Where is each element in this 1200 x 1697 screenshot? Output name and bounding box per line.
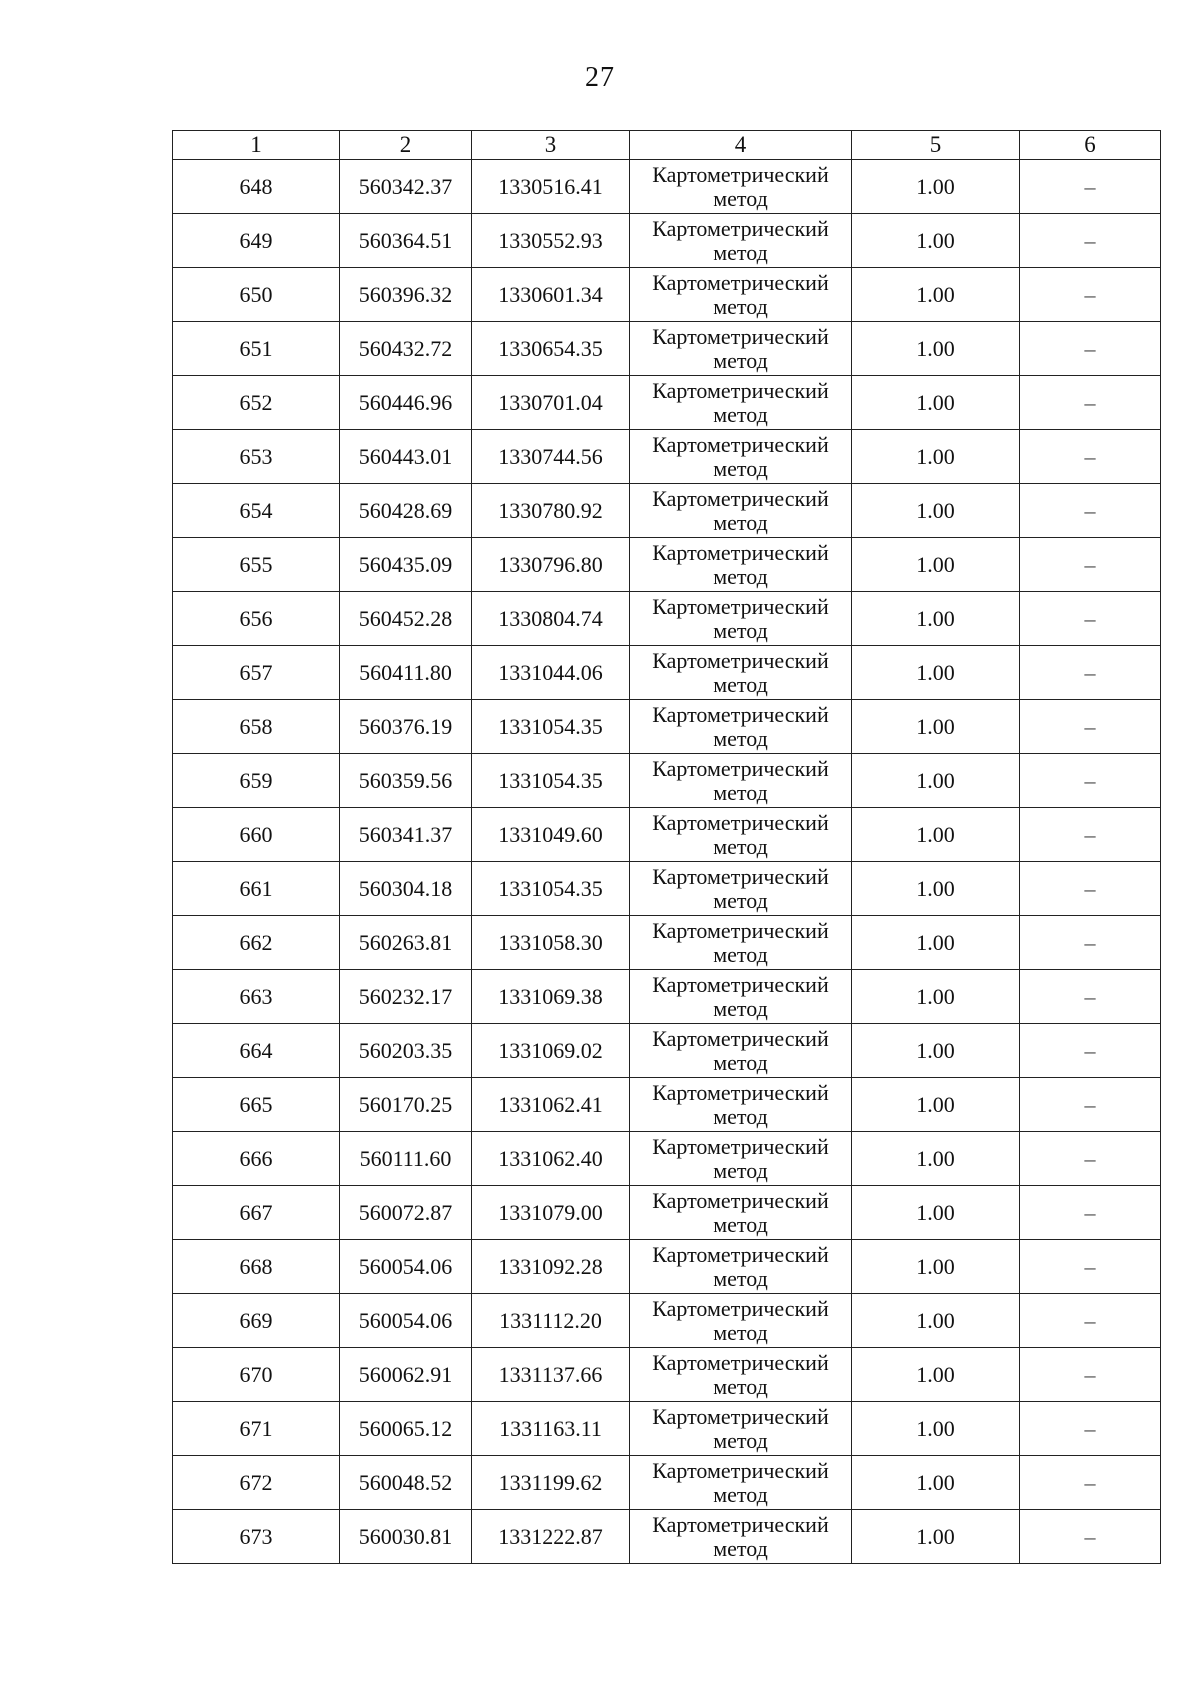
- table-row: [173, 1510, 1161, 1564]
- note-cell: –: [1020, 1024, 1161, 1078]
- table-row: [173, 1294, 1161, 1348]
- accuracy-cell: 1.00: [852, 1402, 1020, 1456]
- method-line-1: Картометрический: [652, 647, 829, 673]
- method-line-1: Картометрический: [652, 1457, 829, 1483]
- note-cell: –: [1020, 160, 1161, 214]
- table-row: [173, 862, 1161, 916]
- table-row: [173, 592, 1161, 646]
- y-coordinate-cell: 1330516.41: [472, 160, 630, 214]
- x-coordinate-cell: 560030.81: [340, 1510, 472, 1564]
- table-body: [173, 160, 1161, 1564]
- method-line-2: метод: [713, 239, 768, 265]
- point-number-cell: 662: [173, 916, 340, 970]
- method-line-2: метод: [713, 941, 768, 967]
- method-cell: [630, 1348, 852, 1402]
- x-coordinate-cell: 560435.09: [340, 538, 472, 592]
- accuracy-cell: 1.00: [852, 376, 1020, 430]
- y-coordinate-cell: 1330744.56: [472, 430, 630, 484]
- y-coordinate-cell: 1331054.35: [472, 862, 630, 916]
- method-cell: [630, 1186, 852, 1240]
- note-cell: –: [1020, 862, 1161, 916]
- method-line-2: метод: [713, 1373, 768, 1399]
- method-line-1: Картометрический: [652, 1079, 829, 1105]
- table-row: [173, 214, 1161, 268]
- table-row: [173, 160, 1161, 214]
- method-cell: [630, 970, 852, 1024]
- column-header-1: 1: [173, 131, 340, 160]
- method-line-2: метод: [713, 1319, 768, 1345]
- point-number-cell: 671: [173, 1402, 340, 1456]
- accuracy-cell: 1.00: [852, 1024, 1020, 1078]
- point-number-cell: 660: [173, 808, 340, 862]
- point-number-cell: 666: [173, 1132, 340, 1186]
- method-cell: [630, 430, 852, 484]
- method-cell: [630, 916, 852, 970]
- method-line-2: метод: [713, 563, 768, 589]
- x-coordinate-cell: 560203.35: [340, 1024, 472, 1078]
- x-coordinate-cell: 560396.32: [340, 268, 472, 322]
- point-number-cell: 655: [173, 538, 340, 592]
- method-line-1: Картометрический: [652, 1403, 829, 1429]
- table-row: [173, 1456, 1161, 1510]
- accuracy-cell: 1.00: [852, 538, 1020, 592]
- point-number-cell: 673: [173, 1510, 340, 1564]
- y-coordinate-cell: 1331069.02: [472, 1024, 630, 1078]
- method-line-1: Картометрический: [652, 485, 829, 511]
- method-cell: [630, 1240, 852, 1294]
- method-line-1: Картометрический: [652, 215, 829, 241]
- note-cell: –: [1020, 1402, 1161, 1456]
- accuracy-cell: 1.00: [852, 322, 1020, 376]
- x-coordinate-cell: 560111.60: [340, 1132, 472, 1186]
- note-cell: –: [1020, 808, 1161, 862]
- table-row: [173, 268, 1161, 322]
- method-line-2: метод: [713, 1427, 768, 1453]
- point-number-cell: 652: [173, 376, 340, 430]
- method-line-2: метод: [713, 455, 768, 481]
- method-line-2: метод: [713, 347, 768, 373]
- accuracy-cell: 1.00: [852, 484, 1020, 538]
- accuracy-cell: 1.00: [852, 430, 1020, 484]
- table-row: [173, 430, 1161, 484]
- table-row: [173, 970, 1161, 1024]
- point-number-cell: 663: [173, 970, 340, 1024]
- y-coordinate-cell: 1330796.80: [472, 538, 630, 592]
- x-coordinate-cell: 560364.51: [340, 214, 472, 268]
- note-cell: –: [1020, 1078, 1161, 1132]
- x-coordinate-cell: 560342.37: [340, 160, 472, 214]
- note-cell: –: [1020, 1348, 1161, 1402]
- method-cell: [630, 700, 852, 754]
- x-coordinate-cell: 560065.12: [340, 1402, 472, 1456]
- table-row: [173, 1024, 1161, 1078]
- point-number-cell: 648: [173, 160, 340, 214]
- method-line-1: Картометрический: [652, 1349, 829, 1375]
- point-number-cell: 659: [173, 754, 340, 808]
- method-line-2: метод: [713, 725, 768, 751]
- method-line-2: метод: [713, 1481, 768, 1507]
- accuracy-cell: 1.00: [852, 754, 1020, 808]
- note-cell: –: [1020, 322, 1161, 376]
- accuracy-cell: 1.00: [852, 808, 1020, 862]
- note-cell: –: [1020, 430, 1161, 484]
- note-cell: –: [1020, 916, 1161, 970]
- method-line-1: Картометрический: [652, 377, 829, 403]
- y-coordinate-cell: 1331222.87: [472, 1510, 630, 1564]
- x-coordinate-cell: 560376.19: [340, 700, 472, 754]
- accuracy-cell: 1.00: [852, 1186, 1020, 1240]
- accuracy-cell: 1.00: [852, 862, 1020, 916]
- point-number-cell: 654: [173, 484, 340, 538]
- note-cell: –: [1020, 214, 1161, 268]
- point-number-cell: 667: [173, 1186, 340, 1240]
- x-coordinate-cell: 560072.87: [340, 1186, 472, 1240]
- point-number-cell: 672: [173, 1456, 340, 1510]
- accuracy-cell: 1.00: [852, 592, 1020, 646]
- method-cell: [630, 160, 852, 214]
- method-cell: [630, 1294, 852, 1348]
- method-line-2: метод: [713, 509, 768, 535]
- method-line-1: Картометрический: [652, 1295, 829, 1321]
- note-cell: –: [1020, 538, 1161, 592]
- method-line-1: Картометрический: [652, 161, 829, 187]
- y-coordinate-cell: 1331049.60: [472, 808, 630, 862]
- point-number-cell: 664: [173, 1024, 340, 1078]
- note-cell: –: [1020, 1294, 1161, 1348]
- note-cell: –: [1020, 592, 1161, 646]
- method-line-2: метод: [713, 995, 768, 1021]
- x-coordinate-cell: 560359.56: [340, 754, 472, 808]
- accuracy-cell: 1.00: [852, 1132, 1020, 1186]
- table-row: [173, 1078, 1161, 1132]
- table-row: [173, 484, 1161, 538]
- method-cell: [630, 1402, 852, 1456]
- y-coordinate-cell: 1330552.93: [472, 214, 630, 268]
- method-line-1: Картометрический: [652, 1133, 829, 1159]
- note-cell: –: [1020, 700, 1161, 754]
- note-cell: –: [1020, 1132, 1161, 1186]
- y-coordinate-cell: 1331062.40: [472, 1132, 630, 1186]
- point-number-cell: 661: [173, 862, 340, 916]
- x-coordinate-cell: 560170.25: [340, 1078, 472, 1132]
- method-line-1: Картометрический: [652, 431, 829, 457]
- accuracy-cell: 1.00: [852, 1294, 1020, 1348]
- method-cell: [630, 808, 852, 862]
- method-line-2: метод: [713, 293, 768, 319]
- method-line-1: Картометрический: [652, 323, 829, 349]
- method-line-1: Картометрический: [652, 593, 829, 619]
- x-coordinate-cell: 560411.80: [340, 646, 472, 700]
- y-coordinate-cell: 1331062.41: [472, 1078, 630, 1132]
- x-coordinate-cell: 560446.96: [340, 376, 472, 430]
- point-number-cell: 649: [173, 214, 340, 268]
- method-line-1: Картометрический: [652, 971, 829, 997]
- method-cell: [630, 862, 852, 916]
- method-cell: [630, 1132, 852, 1186]
- note-cell: –: [1020, 268, 1161, 322]
- method-cell: [630, 214, 852, 268]
- y-coordinate-cell: 1331199.62: [472, 1456, 630, 1510]
- header-row: [173, 131, 1161, 160]
- note-cell: –: [1020, 1186, 1161, 1240]
- method-cell: [630, 1024, 852, 1078]
- method-cell: [630, 322, 852, 376]
- method-line-2: метод: [713, 1211, 768, 1237]
- accuracy-cell: 1.00: [852, 1240, 1020, 1294]
- accuracy-cell: 1.00: [852, 1078, 1020, 1132]
- method-cell: [630, 538, 852, 592]
- x-coordinate-cell: 560054.06: [340, 1240, 472, 1294]
- table-row: [173, 808, 1161, 862]
- method-line-2: метод: [713, 1265, 768, 1291]
- y-coordinate-cell: 1330701.04: [472, 376, 630, 430]
- method-cell: [630, 1078, 852, 1132]
- method-line-1: Картометрический: [652, 1025, 829, 1051]
- x-coordinate-cell: 560432.72: [340, 322, 472, 376]
- method-line-2: метод: [713, 1103, 768, 1129]
- column-header-5: 5: [852, 131, 1020, 160]
- column-header-2: 2: [340, 131, 472, 160]
- y-coordinate-cell: 1331092.28: [472, 1240, 630, 1294]
- accuracy-cell: 1.00: [852, 268, 1020, 322]
- method-line-2: метод: [713, 1535, 768, 1561]
- method-cell: [630, 484, 852, 538]
- method-cell: [630, 754, 852, 808]
- accuracy-cell: 1.00: [852, 646, 1020, 700]
- column-header-6: 6: [1020, 131, 1161, 160]
- method-line-1: Картометрический: [652, 863, 829, 889]
- method-cell: [630, 592, 852, 646]
- method-line-1: Картометрический: [652, 701, 829, 727]
- note-cell: –: [1020, 970, 1161, 1024]
- table-row: [173, 1132, 1161, 1186]
- accuracy-cell: 1.00: [852, 1510, 1020, 1564]
- accuracy-cell: 1.00: [852, 160, 1020, 214]
- table-row: [173, 538, 1161, 592]
- point-number-cell: 657: [173, 646, 340, 700]
- y-coordinate-cell: 1331069.38: [472, 970, 630, 1024]
- method-line-1: Картометрический: [652, 1187, 829, 1213]
- x-coordinate-cell: 560443.01: [340, 430, 472, 484]
- x-coordinate-cell: 560048.52: [340, 1456, 472, 1510]
- x-coordinate-cell: 560428.69: [340, 484, 472, 538]
- accuracy-cell: 1.00: [852, 700, 1020, 754]
- y-coordinate-cell: 1331137.66: [472, 1348, 630, 1402]
- method-line-2: метод: [713, 185, 768, 211]
- method-cell: [630, 646, 852, 700]
- table-row: [173, 1186, 1161, 1240]
- note-cell: –: [1020, 376, 1161, 430]
- table-row: [173, 322, 1161, 376]
- page-number: 27: [585, 62, 615, 93]
- method-line-2: метод: [713, 1049, 768, 1075]
- note-cell: –: [1020, 1240, 1161, 1294]
- method-line-2: метод: [713, 401, 768, 427]
- y-coordinate-cell: 1331112.20: [472, 1294, 630, 1348]
- point-number-cell: 665: [173, 1078, 340, 1132]
- table-row: [173, 1348, 1161, 1402]
- accuracy-cell: 1.00: [852, 1348, 1020, 1402]
- table-header: [173, 131, 1161, 160]
- method-cell: [630, 1456, 852, 1510]
- coordinates-table: [172, 130, 1161, 1564]
- method-line-2: метод: [713, 779, 768, 805]
- y-coordinate-cell: 1331054.35: [472, 754, 630, 808]
- accuracy-cell: 1.00: [852, 1456, 1020, 1510]
- point-number-cell: 670: [173, 1348, 340, 1402]
- y-coordinate-cell: 1330804.74: [472, 592, 630, 646]
- method-line-2: метод: [713, 833, 768, 859]
- accuracy-cell: 1.00: [852, 214, 1020, 268]
- point-number-cell: 669: [173, 1294, 340, 1348]
- table-row: [173, 916, 1161, 970]
- point-number-cell: 656: [173, 592, 340, 646]
- method-line-1: Картометрический: [652, 917, 829, 943]
- note-cell: –: [1020, 484, 1161, 538]
- note-cell: –: [1020, 1510, 1161, 1564]
- y-coordinate-cell: 1331163.11: [472, 1402, 630, 1456]
- table-row: [173, 700, 1161, 754]
- column-header-4: 4: [630, 131, 852, 160]
- accuracy-cell: 1.00: [852, 916, 1020, 970]
- method-cell: [630, 268, 852, 322]
- method-line-1: Картометрический: [652, 1511, 829, 1537]
- method-line-1: Картометрический: [652, 539, 829, 565]
- x-coordinate-cell: 560054.06: [340, 1294, 472, 1348]
- method-line-2: метод: [713, 1157, 768, 1183]
- point-number-cell: 668: [173, 1240, 340, 1294]
- table-row: [173, 1402, 1161, 1456]
- method-cell: [630, 376, 852, 430]
- x-coordinate-cell: 560452.28: [340, 592, 472, 646]
- note-cell: –: [1020, 646, 1161, 700]
- point-number-cell: 658: [173, 700, 340, 754]
- x-coordinate-cell: 560304.18: [340, 862, 472, 916]
- method-line-2: метод: [713, 671, 768, 697]
- y-coordinate-cell: 1331058.30: [472, 916, 630, 970]
- table-row: [173, 646, 1161, 700]
- y-coordinate-cell: 1330780.92: [472, 484, 630, 538]
- point-number-cell: 653: [173, 430, 340, 484]
- method-line-1: Картометрический: [652, 809, 829, 835]
- note-cell: –: [1020, 754, 1161, 808]
- table-row: [173, 376, 1161, 430]
- y-coordinate-cell: 1330601.34: [472, 268, 630, 322]
- method-line-1: Картометрический: [652, 755, 829, 781]
- method-line-2: метод: [713, 887, 768, 913]
- x-coordinate-cell: 560341.37: [340, 808, 472, 862]
- note-cell: –: [1020, 1456, 1161, 1510]
- table-row: [173, 754, 1161, 808]
- column-header-3: 3: [472, 131, 630, 160]
- method-line-2: метод: [713, 617, 768, 643]
- y-coordinate-cell: 1331044.06: [472, 646, 630, 700]
- point-number-cell: 651: [173, 322, 340, 376]
- method-cell: [630, 1510, 852, 1564]
- method-line-1: Картометрический: [652, 1241, 829, 1267]
- y-coordinate-cell: 1330654.35: [472, 322, 630, 376]
- x-coordinate-cell: 560263.81: [340, 916, 472, 970]
- accuracy-cell: 1.00: [852, 970, 1020, 1024]
- point-number-cell: 650: [173, 268, 340, 322]
- x-coordinate-cell: 560062.91: [340, 1348, 472, 1402]
- y-coordinate-cell: 1331054.35: [472, 700, 630, 754]
- table-row: [173, 1240, 1161, 1294]
- y-coordinate-cell: 1331079.00: [472, 1186, 630, 1240]
- method-line-1: Картометрический: [652, 269, 829, 295]
- x-coordinate-cell: 560232.17: [340, 970, 472, 1024]
